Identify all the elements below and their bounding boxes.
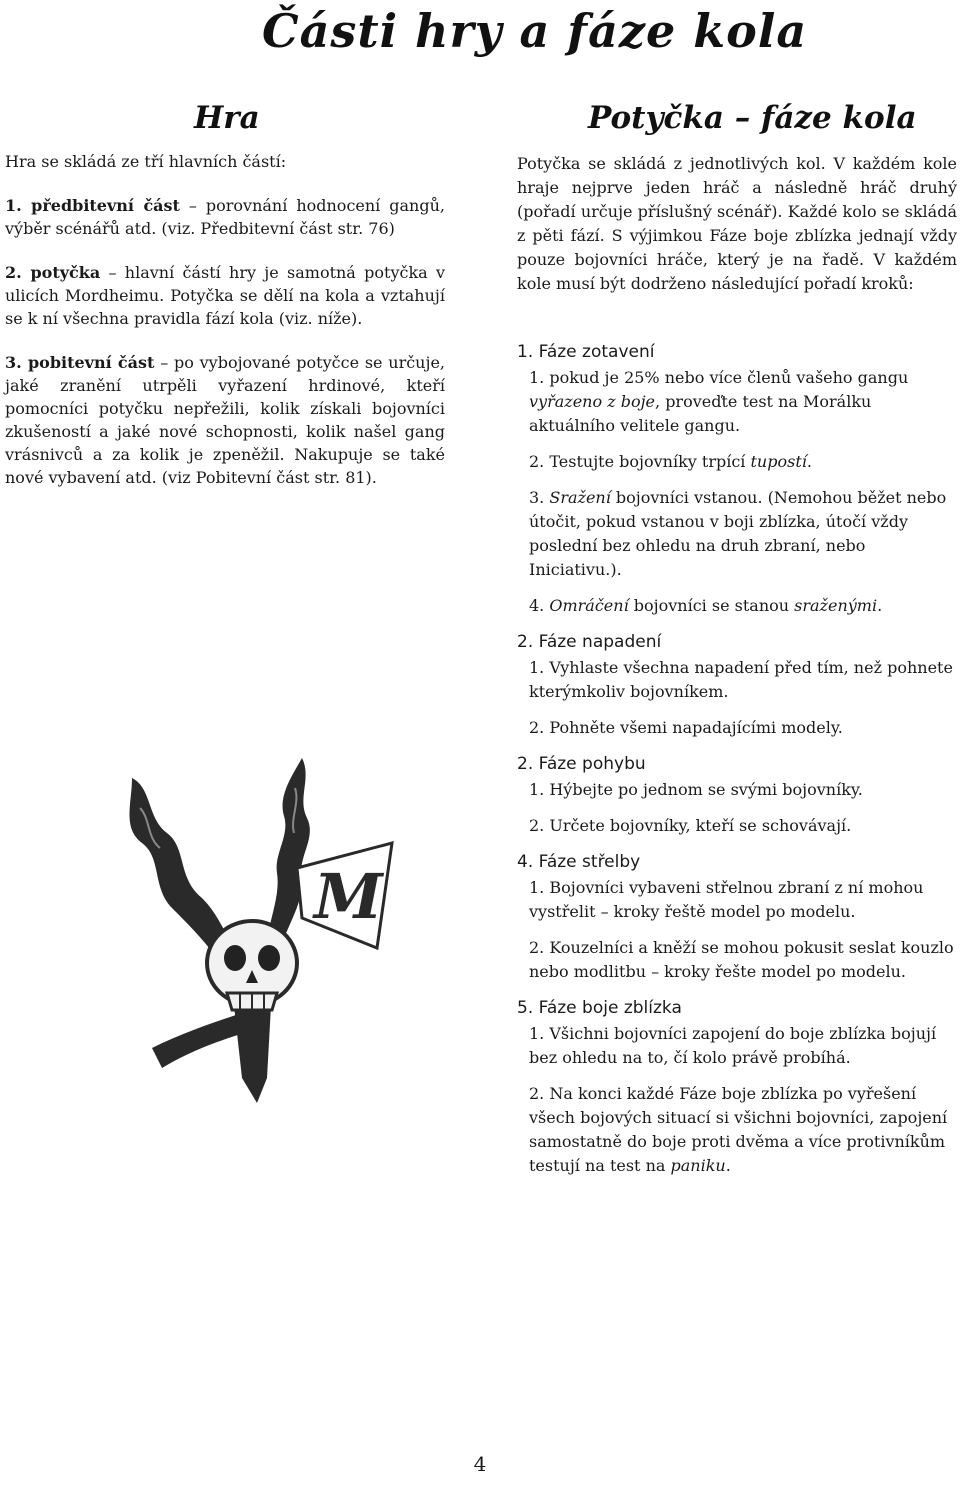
skull-emblem-icon <box>92 748 442 1108</box>
phase-block <box>517 850 957 984</box>
step-text: . <box>877 596 883 615</box>
phase-block <box>517 630 957 740</box>
phase-step <box>529 1022 957 1070</box>
step-text: , proveďte test na Morálku aktuálního velitele gangu. <box>529 392 872 435</box>
step-text: 4. <box>529 596 550 615</box>
step-text: 1. Vyhlaste všechna napadení před tím, než pohnete kterýmkoliv bojovníkem. <box>529 658 953 701</box>
item-label: 2. potyčka <box>5 263 101 282</box>
phase-block <box>517 752 957 838</box>
page-title: Části hry a fáze kola <box>262 4 808 58</box>
phase-title: 4. Fáze střelby <box>517 852 641 872</box>
phase-title: 5. Fáze boje zblízka <box>517 998 682 1018</box>
right-column <box>517 152 957 1190</box>
step-text: bojovníci vstanou. (Nemohou běžet nebo útočit, pokud vstanou v boji zblízka, útočí vždy poslední bez ohledu na druh zbraní, nebo Iniciativu.). <box>529 488 947 579</box>
step-text: . <box>806 452 812 471</box>
right-intro: Potyčka se skládá z jednotlivých kol. V každém kole hraje nejprve jeden hráč a následně hráč druhý (pořadí určuje příslušný scénář). Každé kolo se skládá z pěti fází. S výjimkou Fáze boje zblízka jednají vždy pouze bojovníci hráče, který je na řadě. V každém kole musí být dodrženo následující pořadí kroků: <box>517 154 957 293</box>
phase-block <box>517 996 957 1178</box>
step-emphasis: Sražení <box>549 488 611 507</box>
step-text: 2. Na konci každé Fáze boje zblízka po vyřešení všech bojových situací si všichni bojovníci, zapojení samostatně do boje proti dvěma a více protivníkům testují na test na <box>529 1084 948 1175</box>
list-item-3 <box>5 351 445 489</box>
phase-title: 2. Fáze pohybu <box>517 754 646 774</box>
step-emphasis: sraženými <box>794 596 878 615</box>
step-emphasis: paniku <box>670 1156 726 1175</box>
item-text: – hlavní částí hry je samotná potyčka v ulicích Mordheimu. Potyčka se dělí na kola a vztahují se k ní všechna pravidla fází kola (viz. níže). <box>5 263 445 328</box>
item-text: – po vybojované potyčce se určuje, jaké zranění utrpěli vyřazení hrdinové, kteří pomocníci potyčku nepřežili, kolik získali bojovníci zkušeností a jaké nové schopnosti, kolik našel gang vrásnivců a za kolik je zpeněžil. Nakupuje se také nové vybavení atd. (viz Pobitevní část str. 81). <box>5 353 445 487</box>
page-number: 4 <box>473 1452 487 1476</box>
phase-step <box>529 814 957 838</box>
phase-step <box>529 450 957 474</box>
step-text: 1. pokud je 25% nebo více členů vašeho gangu <box>529 368 909 387</box>
step-emphasis: vyřazeno z boje <box>529 392 656 411</box>
step-text: 2. Testujte bojovníky trpící <box>529 452 751 471</box>
list-item-1 <box>5 194 445 240</box>
left-intro: Hra se skládá ze tří hlavních částí: <box>5 152 287 171</box>
phase-step <box>529 594 957 618</box>
step-text: . <box>725 1156 731 1175</box>
step-text: bojovníci se stanou <box>628 596 795 615</box>
step-text: 2. Pohněte všemi napadajícími modely. <box>529 718 843 737</box>
phase-block <box>517 340 957 618</box>
phase-title: 2. Fáze napadení <box>517 632 662 652</box>
phase-step <box>529 936 957 984</box>
item-text: – porovnání hodnocení gangů, výběr scénářů atd. (viz. Předbitevní část str. 76) <box>5 196 445 238</box>
phase-step <box>529 366 957 438</box>
item-label: 3. pobitevní část <box>5 353 155 372</box>
phase-list <box>517 340 957 1178</box>
list-item-2 <box>5 261 445 330</box>
section-title-hra: Hra <box>194 100 260 136</box>
step-text: 1. Všichni bojovníci zapojení do boje zblízka bojují bez ohledu na to, čí kolo právě probíhá. <box>529 1024 937 1067</box>
step-text: 3. <box>529 488 550 507</box>
phase-step <box>529 876 957 924</box>
item-label: 1. předbitevní část <box>5 196 180 215</box>
step-text: 2. Kouzelníci a kněží se mohou pokusit seslat kouzlo nebo modlitbu – kroky řešte model po modelu. <box>529 938 954 981</box>
step-text: 1. Bojovníci vybaveni střelnou zbraní z ní mohou vystřelit – kroky řeště model po modelu. <box>529 878 924 921</box>
step-text: 2. Určete bojovníky, kteří se schovávají. <box>529 816 852 835</box>
phase-step <box>529 486 957 582</box>
phase-step <box>529 778 957 802</box>
phase-step <box>529 1082 957 1178</box>
phase-title: 1. Fáze zotavení <box>517 342 655 362</box>
section-title-potycka: Potyčka – fáze kola <box>588 100 917 136</box>
step-emphasis: tupostí <box>750 452 807 471</box>
emblem-letter: M <box>314 860 383 933</box>
step-emphasis: Omráčení <box>549 596 629 615</box>
step-text: 1. Hýbejte po jednom se svými bojovníky. <box>529 780 863 799</box>
left-column <box>5 150 445 510</box>
phase-step <box>529 716 957 740</box>
phase-step <box>529 656 957 704</box>
